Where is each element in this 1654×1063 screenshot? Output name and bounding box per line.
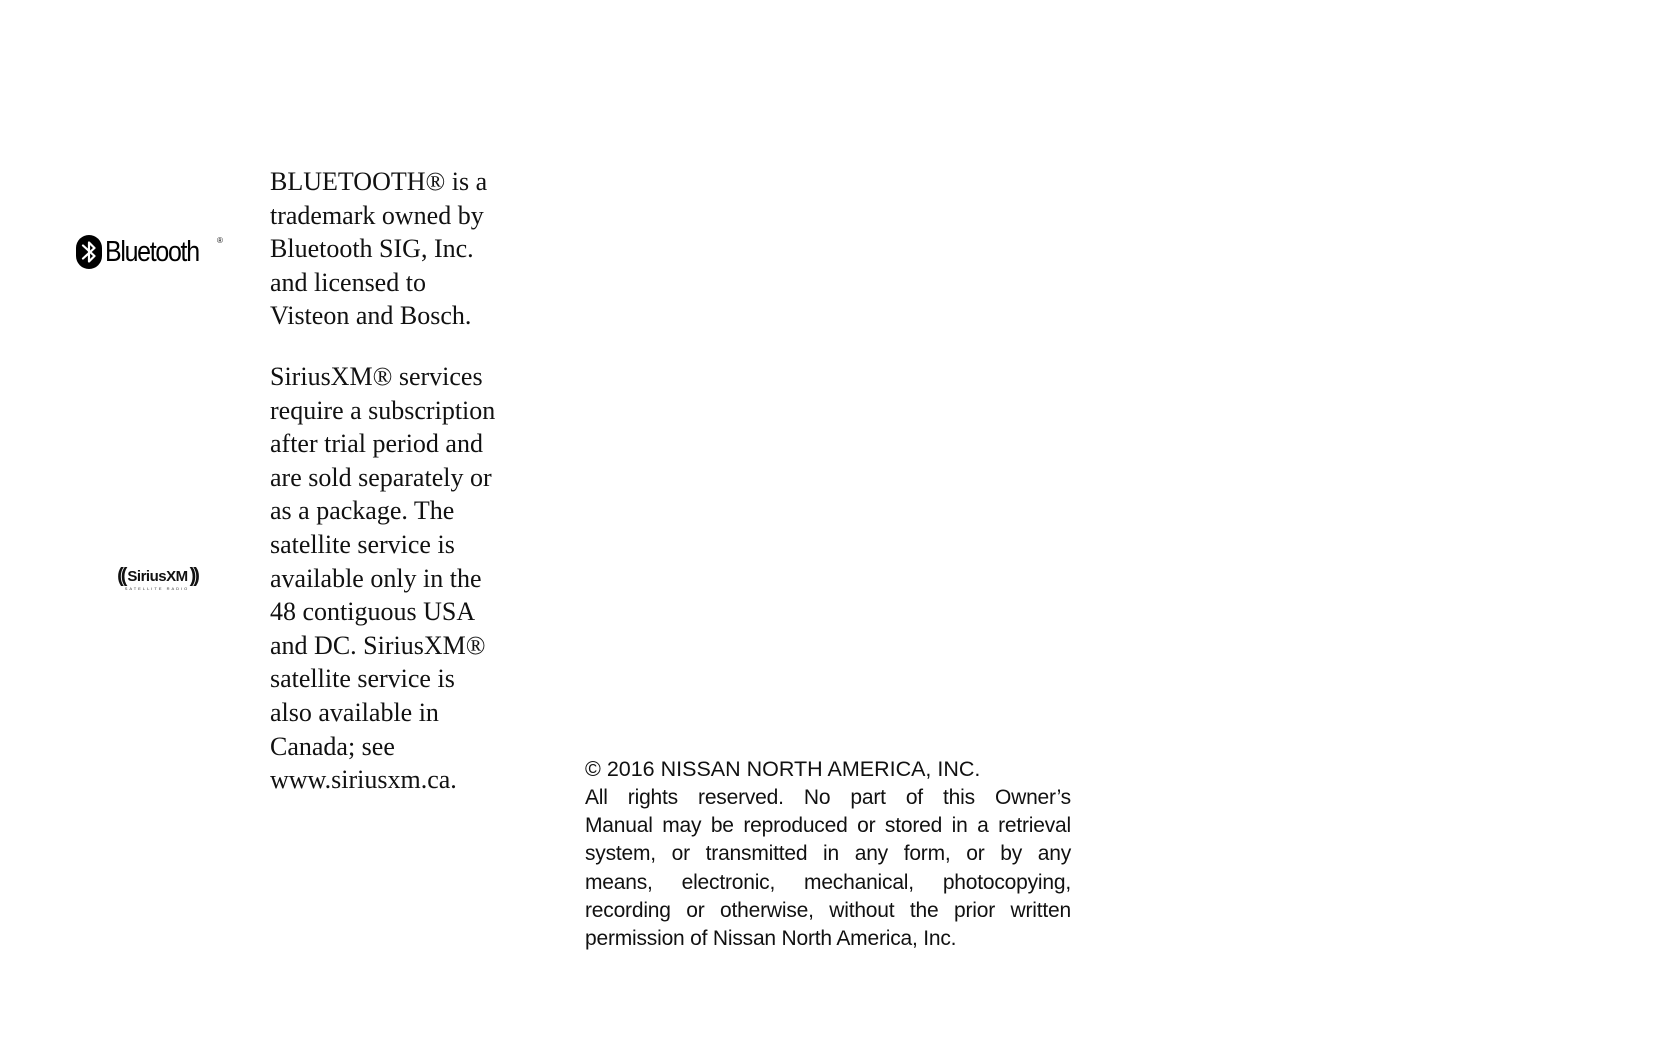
radio-waves-icon: (( [117, 565, 125, 587]
bluetooth-wordmark: Bluetooth [105, 235, 199, 268]
siriusxm-service-notice [270, 360, 530, 797]
notice-line: Bluetooth SIG, Inc. [270, 234, 474, 264]
copyright-line: system, or transmitted in any form, or by any [585, 842, 1071, 866]
copyright-line: permission of Nissan North America, Inc. [585, 927, 957, 951]
notice-line: require a subscription [270, 395, 496, 425]
copyright-notice [585, 754, 1071, 953]
notice-line: satellite service is [270, 664, 455, 694]
notice-line: SiriusXM® services [270, 362, 483, 391]
copyright-line: recording or otherwise, without the prior written [585, 898, 1071, 922]
copyright-line: All rights reserved. No part of this Owner’s [585, 786, 1071, 809]
siriusxm-wordmark: SiriusXM [127, 567, 188, 585]
notice-line: satellite service is [270, 529, 455, 559]
bluetooth-trademark-notice [270, 165, 530, 333]
bluetooth-registered-mark: ® [217, 236, 223, 245]
siriusxm-logo [88, 562, 226, 604]
notice-line: Visteon and Bosch. [270, 301, 472, 331]
notice-line: and licensed to [270, 267, 426, 297]
notice-line: and DC. SiriusXM® [270, 630, 486, 660]
notice-line: trademark owned by [270, 200, 484, 230]
siriusxm-tagline: SATELLITE RADIO [124, 586, 190, 591]
bluetooth-rune-icon [76, 235, 102, 269]
notice-line: also available in [270, 697, 439, 727]
radio-waves-icon: )) [189, 565, 197, 587]
notice-line: Canada; see [270, 731, 395, 761]
notice-line: www.siriusxm.ca. [270, 765, 457, 795]
notice-line: 48 contiguous USA [270, 597, 476, 627]
notice-line: available only in the [270, 563, 482, 593]
copyright-line: means, electronic, mechanical, photocopying, [585, 870, 1071, 894]
copyright-title: © 2016 NISSAN NORTH AMERICA, INC. [585, 757, 981, 781]
copyright-line: Manual may be reproduced or stored in a retrieval [585, 814, 1071, 838]
notice-line: BLUETOOTH® is a [270, 167, 488, 196]
notice-line: as a package. The [270, 496, 455, 526]
notice-line: are sold separately or [270, 462, 492, 492]
notice-line: after trial period and [270, 429, 483, 459]
bluetooth-logo [76, 232, 223, 272]
